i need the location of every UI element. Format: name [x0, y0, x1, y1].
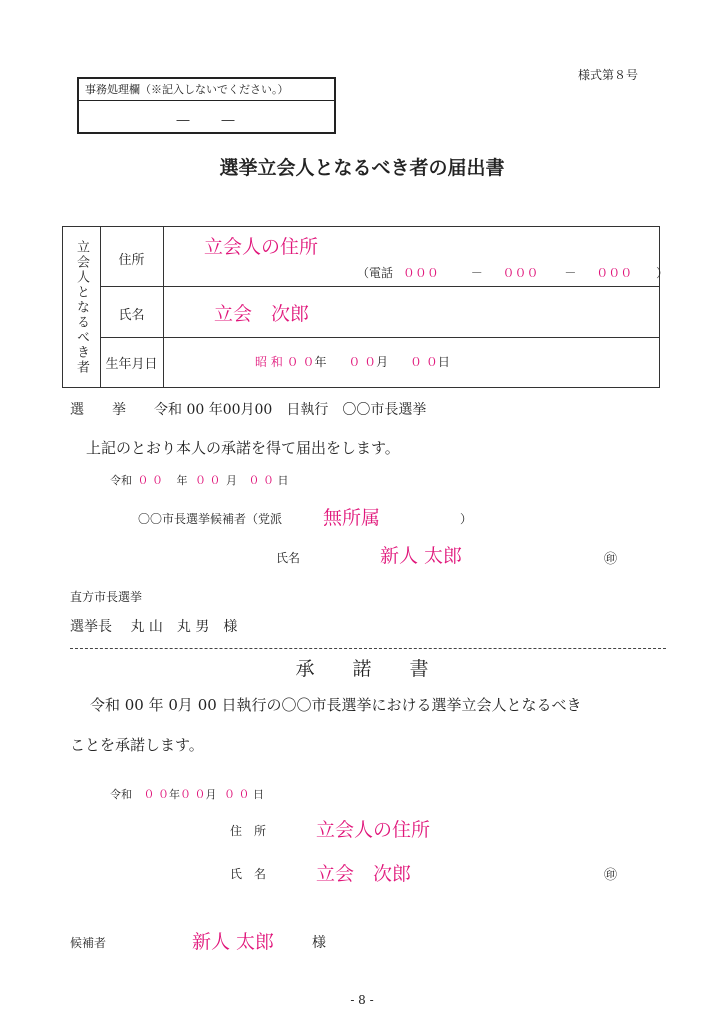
candidate-seal: ㊞ [604, 552, 618, 567]
birthdate-label: 生年月日 [105, 357, 158, 372]
consent-date-year-unit: 年 [169, 788, 180, 801]
birth-year-unit: 年 [314, 355, 327, 369]
consent-name-label: 氏 名 [230, 867, 267, 881]
name-label: 氏名 [118, 308, 145, 323]
party-close: ） [460, 512, 473, 526]
office-use-box [77, 77, 336, 134]
consent-date-day-unit: 日 [253, 788, 264, 801]
consent-name-value: 立会 次郎 [316, 863, 412, 885]
birth-year: ０ ０ [286, 355, 315, 369]
consent-date-day: ０ ０ [224, 788, 250, 801]
birth-era: 昭 和 [255, 355, 283, 369]
date-month-unit: 月 [226, 474, 237, 487]
consent-title: 承 諾 書 [295, 658, 429, 680]
consent-seal: ㊞ [604, 868, 618, 883]
phone-part-2: ０００ [502, 266, 539, 280]
phone-line [357, 264, 668, 281]
candidate-name-label: 氏名 [276, 551, 301, 565]
side-label: 立会人となるべき者 [74, 239, 89, 375]
address-label: 住所 [118, 253, 145, 268]
party-value: 無所属 [323, 507, 381, 529]
candidate-name-value: 新人 太郎 [380, 545, 463, 567]
phone-prefix: （電話 [357, 266, 394, 280]
consent-date-era: 令和 [110, 788, 132, 801]
phone-sep-2: － [564, 266, 577, 280]
election-chief: 選挙長 丸 山 丸 男 様 [70, 619, 238, 635]
addressee-name: 新人 太郎 [192, 931, 275, 953]
registrant-table [62, 226, 669, 388]
form-number: 様式第８号 [578, 68, 639, 82]
date-era: 令和 [110, 474, 132, 487]
birthdate-value [255, 353, 450, 370]
election-line: 選 挙 令和 00 年00月00 日執行 〇〇市長選挙 [70, 402, 427, 418]
consent-address-label: 住 所 [230, 824, 267, 838]
phone-part-3: ０００ [596, 266, 633, 280]
addressee-suffix: 様 [312, 935, 326, 951]
side-label-cell [63, 227, 100, 387]
addressee-label: 候補者 [70, 936, 107, 950]
address-value: 立会人の住所 [204, 236, 319, 258]
election-office-name: 直方市長選挙 [70, 590, 143, 604]
date-year: ０ ０ [137, 474, 163, 487]
consent-address-value: 立会人の住所 [316, 819, 431, 841]
consent-body-line-1: 令和 00 年 0月 00 日執行の〇〇市長選挙における選挙立会人となるべき [90, 696, 582, 714]
birth-month: ０ ０ [348, 355, 377, 369]
date-month: ０ ０ [195, 474, 221, 487]
birth-day-unit: 日 [437, 355, 450, 369]
phone-suffix: ） [656, 266, 669, 280]
phone-sep-1: － [470, 266, 483, 280]
submission-date [110, 472, 289, 488]
office-use-dashes: ― ― [176, 113, 237, 128]
office-use-header: 事務処理欄（※記入しないでください。） [79, 79, 334, 101]
consent-body-line-2: ことを承諾します。 [70, 736, 204, 754]
consent-date-year: ０ ０ [143, 788, 169, 801]
submission-statement: 上記のとおり本人の承諾を得て届出をします。 [86, 439, 400, 457]
phone-part-1: ０００ [402, 266, 439, 280]
cut-line [70, 648, 666, 649]
consent-date-month-unit: 月 [205, 788, 217, 801]
page-number: - 8 - [350, 993, 374, 1007]
document-title: 選挙立会人となるべき者の届出書 [219, 157, 505, 179]
consent-date [110, 786, 264, 802]
date-day: ０ ０ [248, 474, 274, 487]
birth-day: ０ ０ [410, 355, 438, 369]
party-label: 〇〇市長選挙候補者（党派 [138, 512, 283, 526]
date-day-unit: 日 [277, 474, 289, 487]
date-year-unit: 年 [176, 474, 188, 487]
name-value: 立会 次郎 [214, 303, 310, 325]
birth-month-unit: 月 [376, 355, 389, 369]
consent-date-month: ０ ０ [180, 788, 206, 801]
